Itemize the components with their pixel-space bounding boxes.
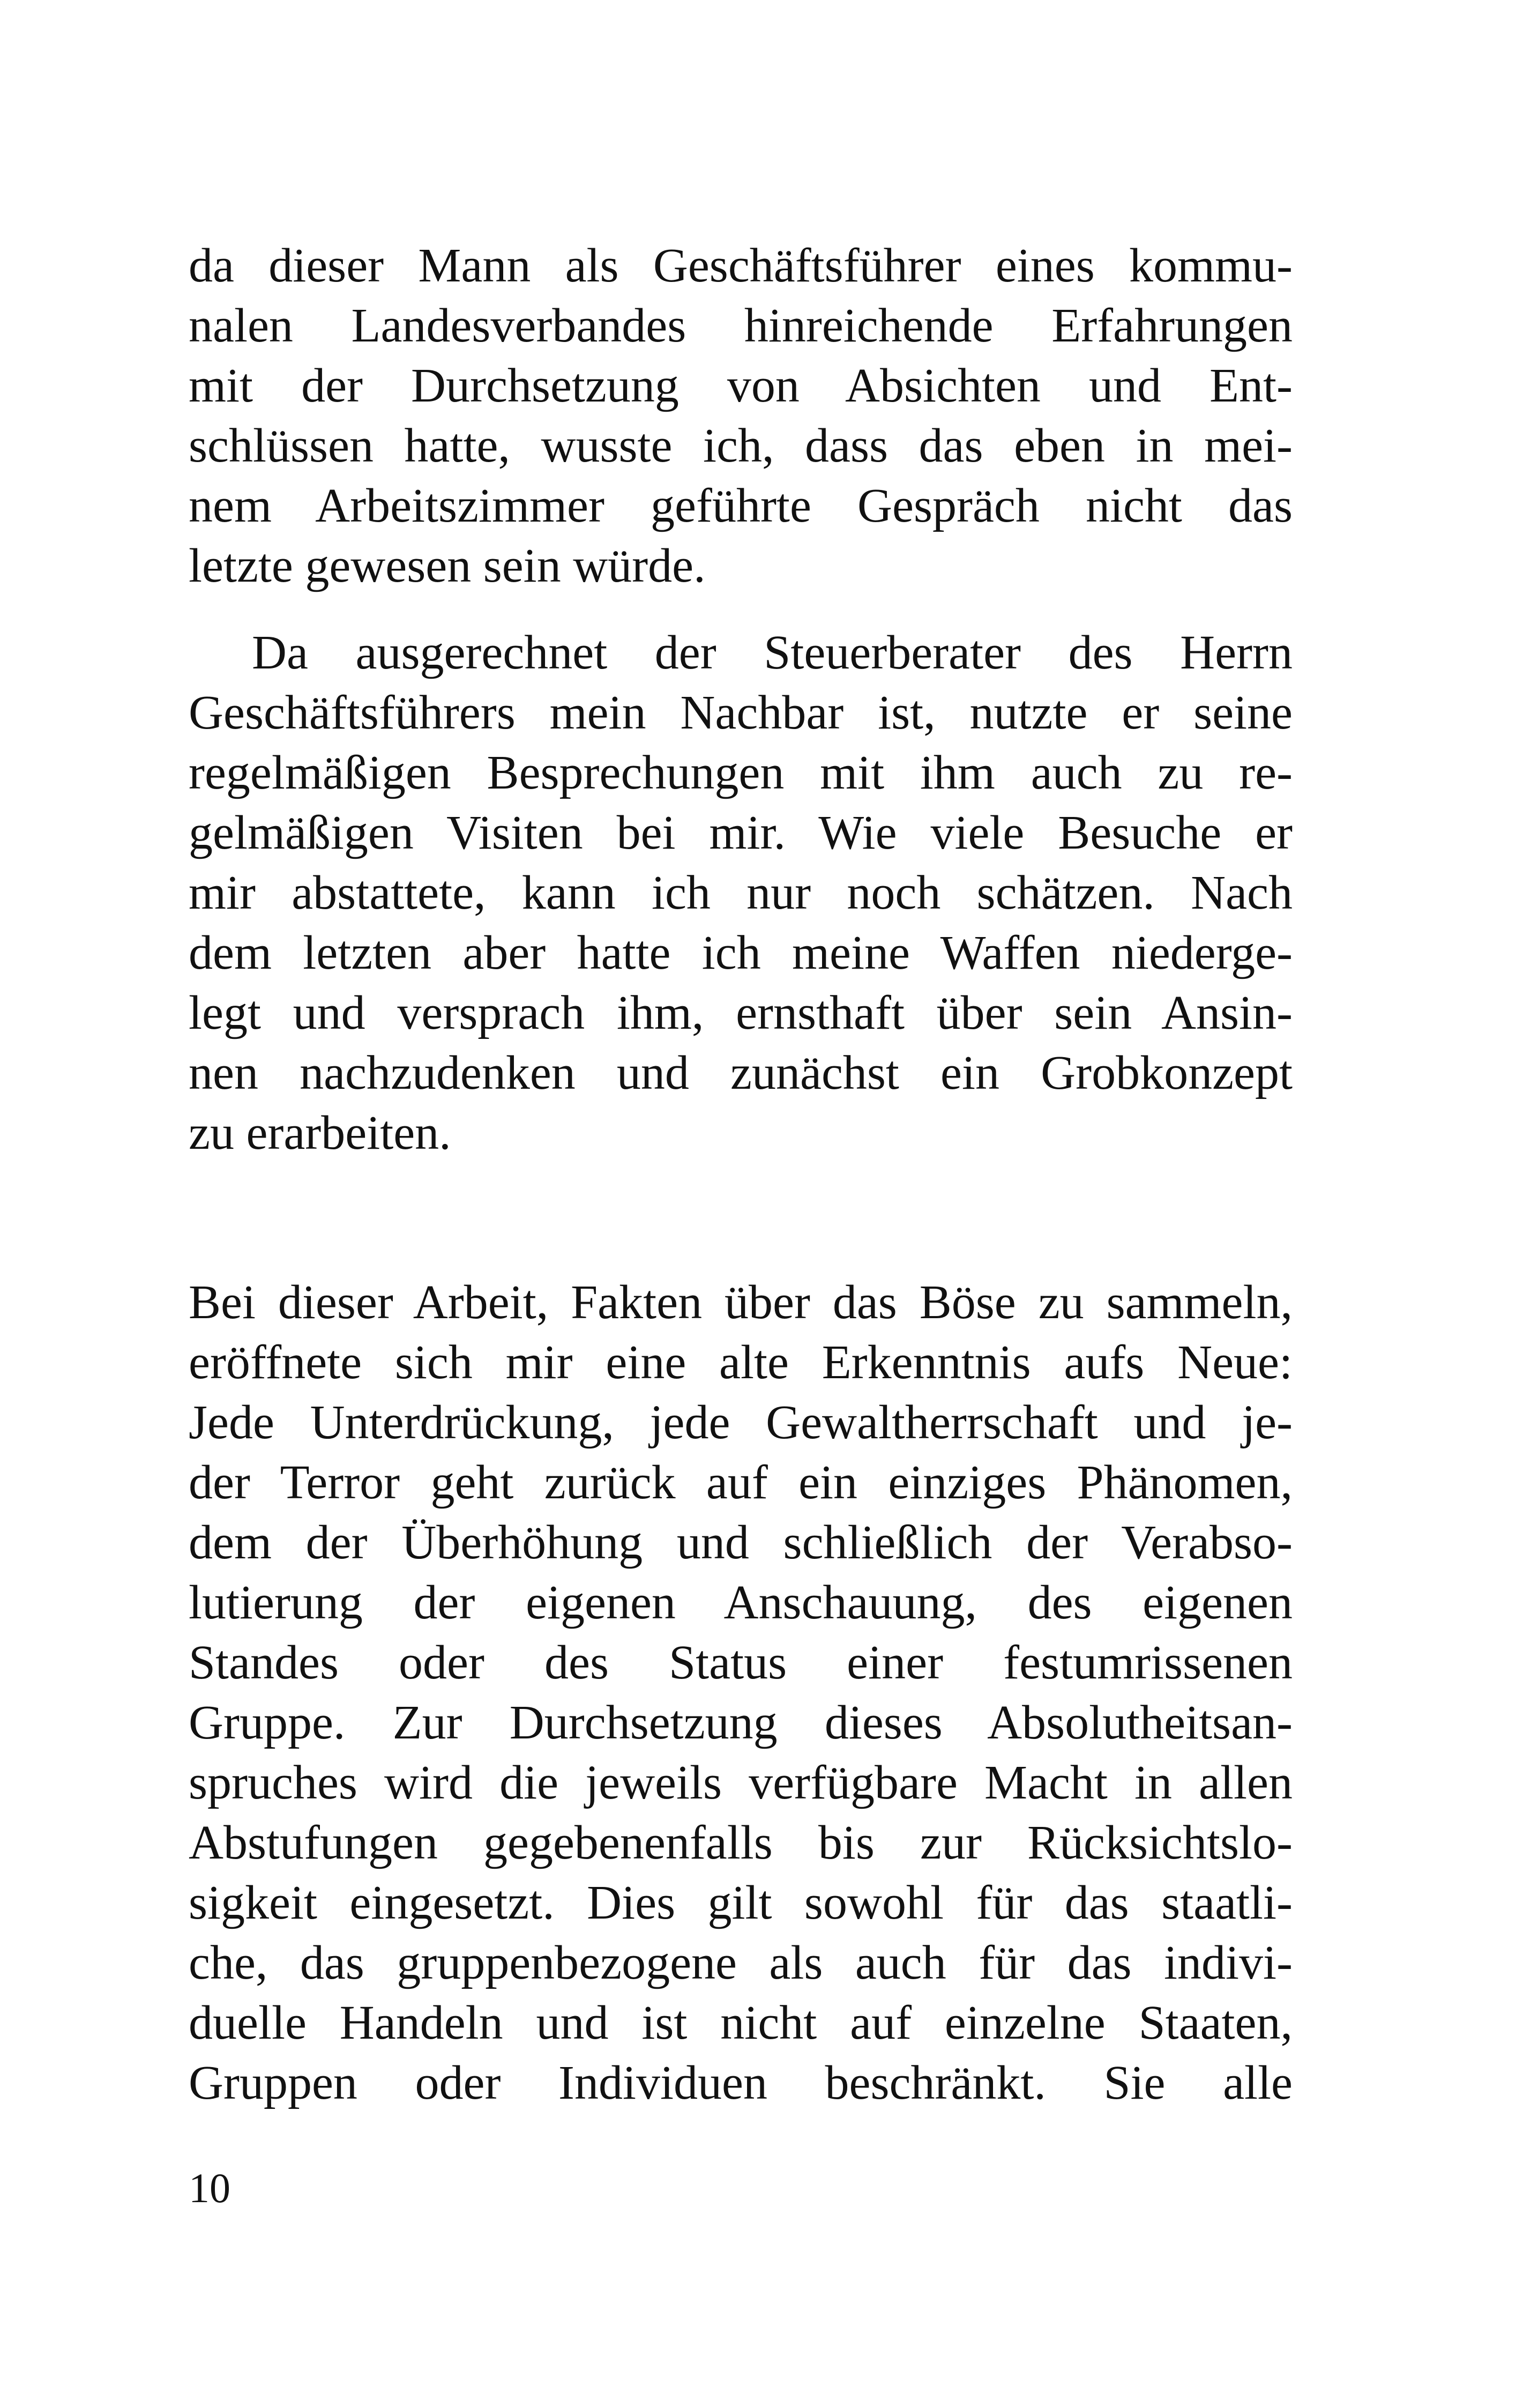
text-line: mir abstattete, kann ich nur noch schätzen. Nach [189,866,1293,919]
text-line: Abstufungen gegebenenfalls bis zur Rücksichtslo- [189,1816,1293,1869]
text-line: Gruppe. Zur Durchsetzung dieses Absolutheitsan- [189,1696,1293,1749]
text-line: legt und versprach ihm, ernsthaft über sein Ansin- [189,986,1293,1039]
text-line: Da ausgerechnet der Steuerberater des Herrn [252,626,1293,679]
text-line: duelle Handeln und ist nicht auf einzelne Staaten, [189,1996,1293,2049]
page-number: 10 [189,2165,230,2211]
text-line: gelmäßigen Visiten bei mir. Wie viele Besuche er [189,806,1293,859]
text-line: spruches wird die jeweils verfügbare Macht in allen [189,1756,1293,1809]
text-line: schlüssen hatte, wusste ich, dass das eben in mei- [189,419,1293,472]
text-line: regelmäßigen Besprechungen mit ihm auch zu re- [189,746,1293,799]
text-line: nem Arbeitszimmer geführte Gespräch nicht das [189,479,1293,532]
text-line: dem letzten aber hatte ich meine Waffen niederge- [189,926,1293,979]
text-line: Geschäftsführers mein Nachbar ist, nutzte er seine [189,686,1293,739]
text-line: Gruppen oder Individuen beschränkt. Sie alle [189,2056,1293,2109]
text-line: lutierung der eigenen Anschauung, des eigenen [189,1576,1293,1629]
text-line: dem der Überhöhung und schließlich der Verabso- [189,1516,1293,1569]
text-line: zu erarbeiten. [189,1106,451,1160]
text-line: mit der Durchsetzung von Absichten und Ent- [189,359,1293,412]
text-line: nen nachzudenken und zunächst ein Grobkonzept [189,1046,1293,1099]
text-line: che, das gruppenbezogene als auch für das indivi- [189,1936,1293,1989]
text-line: sigkeit eingesetzt. Dies gilt sowohl für das staatli- [189,1876,1293,1929]
text-line: Standes oder des Status einer festumrissenen [189,1636,1293,1689]
text-line: Bei dieser Arbeit, Fakten über das Böse zu sammeln, [189,1276,1293,1329]
text-line: da dieser Mann als Geschäftsführer eines kommu- [189,239,1293,292]
text-line: eröffnete sich mir eine alte Erkenntnis aufs Neue: [189,1336,1293,1389]
text-line: Jede Unterdrückung, jede Gewaltherrschaft und je- [189,1396,1293,1449]
text-line: nalen Landesverbandes hinreichende Erfahrungen [189,299,1293,352]
text-line: letzte gewesen sein würde. [189,539,706,592]
text-line: der Terror geht zurück auf ein einziges Phänomen, [189,1456,1293,1509]
